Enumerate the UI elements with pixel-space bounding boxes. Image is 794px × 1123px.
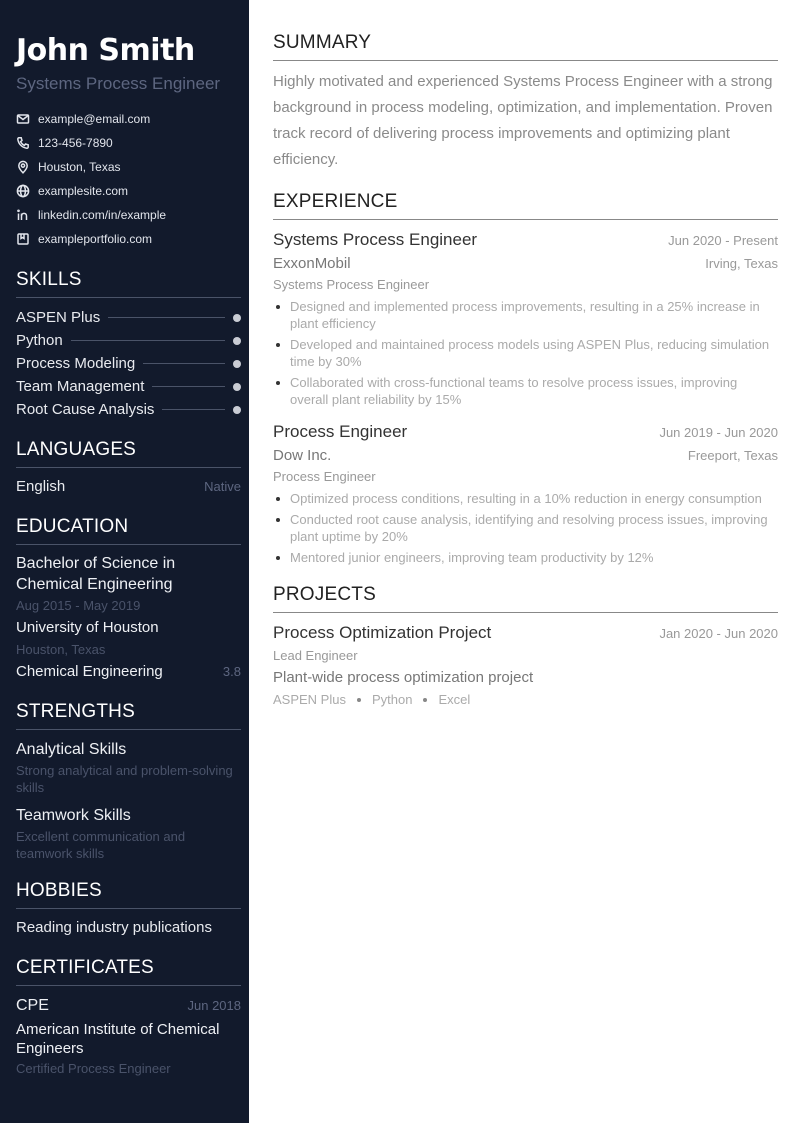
skill-dot <box>233 406 241 414</box>
skill-label: Process Modeling <box>16 355 136 372</box>
project-desc: Plant-wide process optimization project <box>273 669 534 686</box>
languages-section <box>16 439 241 498</box>
strength-desc: Excellent communication and teamwork skills <box>16 829 186 861</box>
hobbies-section <box>16 880 241 939</box>
education-dates: Aug 2015 - May 2019 <box>16 598 141 613</box>
certificate-name: CPE <box>16 997 49 1014</box>
skill-line <box>108 317 225 318</box>
education-gpa: 3.8 <box>222 664 241 679</box>
skill-label: ASPEN Plus <box>16 309 101 326</box>
job-location: Irving, Texas <box>705 256 778 271</box>
contact-email[interactable] <box>16 107 241 131</box>
job-header <box>273 228 778 252</box>
skill-label: Root Cause Analysis <box>16 401 155 418</box>
skill-dot <box>233 360 241 368</box>
skill-line <box>143 363 225 364</box>
experience-section <box>273 191 778 566</box>
strength-title: Teamwork Skills <box>16 807 131 824</box>
job-subtitle: Systems Process Engineer <box>273 277 430 292</box>
education-field-row <box>16 661 241 683</box>
job-company: ExxonMobil <box>273 255 351 272</box>
projects-heading: PROJECTS <box>273 584 778 613</box>
skill-dot <box>233 337 241 345</box>
skills-section <box>16 269 241 421</box>
skill-line <box>162 409 225 410</box>
skill-item <box>16 306 241 329</box>
mail-icon <box>16 112 30 126</box>
language-name: English <box>16 478 66 495</box>
skill-item <box>16 329 241 352</box>
candidate-role: Systems Process Engineer <box>16 74 221 93</box>
job-bullet: Collaborated with cross-functional teams to resolve process issues, improving overall plant reliability by 15% <box>273 374 778 408</box>
contact-portfolio-text: exampleportfolio.com <box>38 232 153 246</box>
project-role: Lead Engineer <box>273 648 358 663</box>
job-bullet: Developed and maintained process models using ASPEN Plus, reducing simulation time by 30% <box>273 336 778 370</box>
summary-section <box>273 32 778 173</box>
strengths-section <box>16 701 241 862</box>
education-heading: EDUCATION <box>16 516 241 545</box>
job-bullet: Conducted root cause analysis, identifying and resolving process issues, improving plant uptime by 20% <box>273 511 778 545</box>
summary-text: Highly motivated and experienced Systems Process Engineer with a strong background in process modeling, optimization, and implementation. Proven track record of delivering process improvements and optimizing plant efficiency. <box>273 73 773 168</box>
job-bullet: Optimized process conditions, resulting in a 10% reduction in energy consumption <box>273 490 778 507</box>
skill-item <box>16 375 241 398</box>
contact-location <box>16 155 241 179</box>
sidebar <box>0 0 249 1123</box>
job-dates: Jun 2020 - Present <box>668 233 778 248</box>
certificate-row <box>16 994 241 1018</box>
globe-icon <box>16 184 30 198</box>
job-bullet: Mentored junior engineers, improving team productivity by 12% <box>273 549 778 566</box>
job-bullet: Designed and implemented process improvements, resulting in a 25% increase in plant efficiency <box>273 298 778 332</box>
project-tool: Excel <box>438 692 471 707</box>
languages-heading: LANGUAGES <box>16 439 241 468</box>
certificates-heading: CERTIFICATES <box>16 957 241 986</box>
portfolio-icon <box>16 232 30 246</box>
contact-list <box>16 107 241 251</box>
skill-line <box>71 340 225 341</box>
job-company-row <box>273 444 778 468</box>
language-item <box>16 476 241 498</box>
certificates-section <box>16 957 241 1080</box>
skill-label: Team Management <box>16 378 145 395</box>
tool-separator <box>357 698 361 702</box>
job-title: Process Engineer <box>273 422 408 441</box>
contact-linkedin[interactable] <box>16 203 241 227</box>
contact-linkedin-text: linkedin.com/in/example <box>38 208 167 222</box>
skill-dot <box>233 314 241 322</box>
skill-item <box>16 398 241 421</box>
project-dates: Jan 2020 - Jun 2020 <box>659 626 778 641</box>
contact-website[interactable] <box>16 179 241 203</box>
hobby-item: Reading industry publications <box>16 919 212 936</box>
education-location: Houston, Texas <box>16 642 106 657</box>
contact-email-text: example@email.com <box>38 112 151 126</box>
contact-phone[interactable] <box>16 131 241 155</box>
skill-line <box>152 386 225 387</box>
skill-item <box>16 352 241 375</box>
strength-desc: Strong analytical and problem-solving skills <box>16 763 233 795</box>
job-company: Dow Inc. <box>273 447 332 464</box>
language-level: Native <box>204 479 241 494</box>
main-content <box>273 32 778 729</box>
project-tools <box>273 689 778 711</box>
contact-website-text: examplesite.com <box>38 184 129 198</box>
strength-title: Analytical Skills <box>16 741 127 758</box>
certificate-date: Jun 2018 <box>187 998 241 1013</box>
education-school: University of Houston <box>16 619 159 636</box>
contact-location-text: Houston, Texas <box>38 160 121 174</box>
job-company-row <box>273 252 778 276</box>
strengths-heading: STRENGTHS <box>16 701 241 730</box>
job-entry <box>273 420 778 566</box>
job-bullets <box>273 298 778 408</box>
certificate-org: American Institute of Chemical Engineers <box>16 1021 220 1057</box>
education-degree: Bachelor of Science in Chemical Engineering <box>16 555 176 593</box>
project-header <box>273 621 778 645</box>
location-icon <box>16 160 30 174</box>
skills-heading: SKILLS <box>16 269 241 298</box>
job-bullets <box>273 490 778 566</box>
job-entry <box>273 228 778 408</box>
certificate-desc: Certified Process Engineer <box>16 1061 171 1076</box>
phone-icon <box>16 136 30 150</box>
job-subtitle: Process Engineer <box>273 469 376 484</box>
skill-label: Python <box>16 332 63 349</box>
summary-heading: SUMMARY <box>273 32 778 61</box>
job-header <box>273 420 778 444</box>
education-section <box>16 516 241 683</box>
project-tool: ASPEN Plus <box>273 692 346 707</box>
job-location: Freeport, Texas <box>687 448 778 463</box>
skill-dot <box>233 383 241 391</box>
job-dates: Jun 2019 - Jun 2020 <box>659 425 778 440</box>
projects-section <box>273 584 778 711</box>
candidate-name: John Smith <box>16 33 195 68</box>
education-field: Chemical Engineering <box>16 663 163 680</box>
contact-portfolio[interactable] <box>16 227 241 251</box>
experience-heading: EXPERIENCE <box>273 191 778 220</box>
tool-separator <box>423 698 427 702</box>
hobbies-heading: HOBBIES <box>16 880 241 909</box>
project-title: Process Optimization Project <box>273 623 492 642</box>
project-tool: Python <box>371 692 413 707</box>
contact-phone-text: 123-456-7890 <box>38 136 113 150</box>
job-title: Systems Process Engineer <box>273 230 478 249</box>
linkedin-icon <box>16 208 30 222</box>
